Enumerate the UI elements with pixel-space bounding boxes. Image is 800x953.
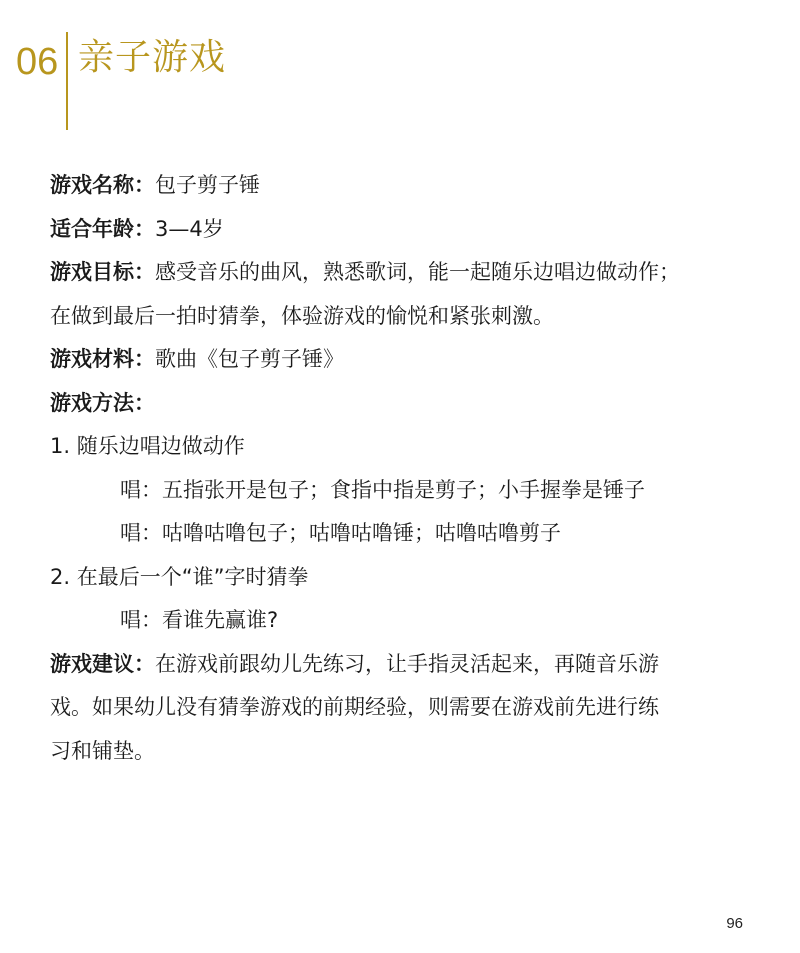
game-name-row [50,164,762,208]
suggestion-line-3: 习和铺垫。 [50,738,155,763]
goal-value: 感受音乐的曲风，熟悉歌词，能一起随乐边唱边做动作； [155,260,680,284]
method-step-1: 1. 随乐边唱边做动作 [50,434,245,458]
game-name-value: 包子剪子锤 [155,173,260,197]
material-row [50,338,762,382]
method-label: 游戏方法： [50,390,155,415]
suggestion-line-1: 在游戏前跟幼儿先练习，让手指灵活起来，再随音乐游 [155,651,659,676]
game-content [50,164,762,773]
material-value: 歌曲《包子剪子锤》 [155,347,344,371]
method-step-2-song: 唱：看谁先赢谁? [120,608,279,632]
page-number: 96 [726,915,743,932]
method-step-1-song-2: 唱：咕噜咕噜包子；咕噜咕噜锤；咕噜咕噜剪子 [120,521,561,545]
goal-label: 游戏目标： [50,260,155,284]
game-name-label: 游戏名称： [50,173,155,197]
material-label: 游戏材料： [50,347,155,371]
age-value: 3—4岁 [155,216,224,241]
suggestion-line-2: 戏。如果幼儿没有猜拳游戏的前期经验，则需要在游戏前先进行练 [50,695,659,719]
section-title: 亲子游戏 [78,37,227,78]
method-step-2: 2. 在最后一个“谁”字时猜拳 [50,564,309,589]
method-row [50,382,762,426]
suggestion-label: 游戏建议： [50,651,155,676]
age-label: 适合年龄： [50,216,155,241]
age-row [50,208,762,252]
method-step-1-song-1: 唱：五指张开是包子；食指中指是剪子；小手握拳是锤子 [120,477,645,502]
suggestion-row [50,643,762,687]
section-number: 06 [16,41,59,83]
section-divider [66,32,68,130]
goal-row [50,251,762,295]
goal-continued: 在做到最后一拍时猜拳，体验游戏的愉悦和紧张刺激。 [50,303,554,328]
